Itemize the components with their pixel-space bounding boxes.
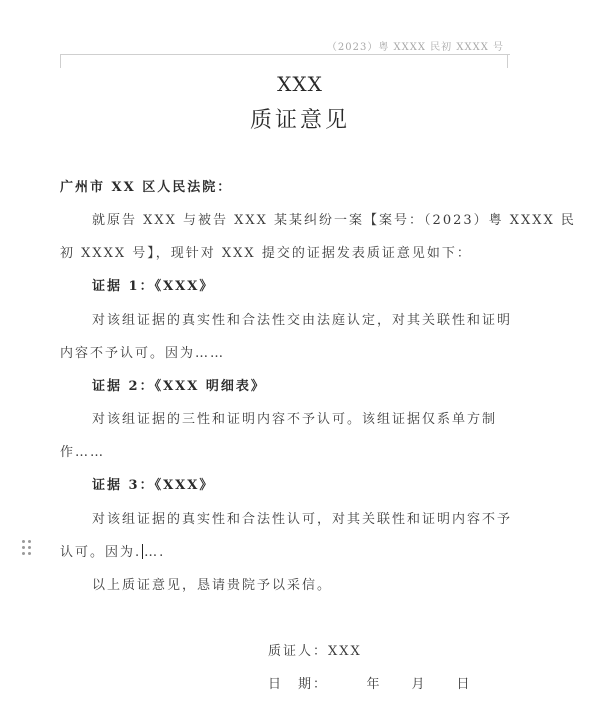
intro-line1: 就原告 XXX 与被告 XXX 某某纠纷一案【案号：（2023）粤 XXXX 民	[92, 213, 576, 228]
text-cursor	[142, 544, 143, 559]
addressee: 广州市 XX 区人民法院：	[60, 180, 233, 195]
case-reference-header: （2023）粤 XXXX 民初 XXXX 号	[326, 42, 504, 53]
evidence-3-line2-text: 认可。因为.	[60, 545, 142, 560]
evidence-2-line1: 对该组证据的三性和证明内容不予认可。该组证据仅系单方制	[92, 412, 498, 427]
date-line: 日 期： 年 月 日	[268, 677, 472, 692]
document-title-line1: XXX	[277, 72, 323, 96]
evidence-3-line2-ellipsis: ….	[144, 545, 166, 560]
intro-line2: 初 XXXX 号】，现针对 XXX 提交的证据发表质证意见如下：	[60, 246, 472, 261]
header-rule	[60, 54, 510, 55]
evidence-2-heading: 证据 2：《XXX 明细表》	[92, 379, 266, 394]
evidence-2-line2: 作……	[60, 445, 106, 460]
paragraph-drag-handle-icon[interactable]	[22, 540, 34, 556]
closing-statement: 以上质证意见，恳请贵院予以采信。	[92, 578, 333, 593]
margin-corner-mark-left	[56, 54, 61, 68]
evidence-3-line1: 对该组证据的真实性和合法性认可，对其关联性和证明内容不予	[92, 512, 513, 527]
evidence-1-line1: 对该组证据的真实性和合法性交由法庭认定，对其关联性和证明	[92, 313, 513, 328]
signatory-line: 质证人：XXX	[268, 644, 362, 659]
evidence-1-line2: 内容不予认可。因为……	[60, 346, 226, 361]
evidence-3-line2[interactable]	[60, 541, 508, 560]
margin-corner-mark-right	[507, 54, 512, 68]
evidence-3-heading: 证据 3：《XXX》	[92, 478, 215, 493]
document-title-line2: 质证意见	[249, 108, 350, 133]
evidence-1-heading: 证据 1：《XXX》	[92, 279, 215, 294]
